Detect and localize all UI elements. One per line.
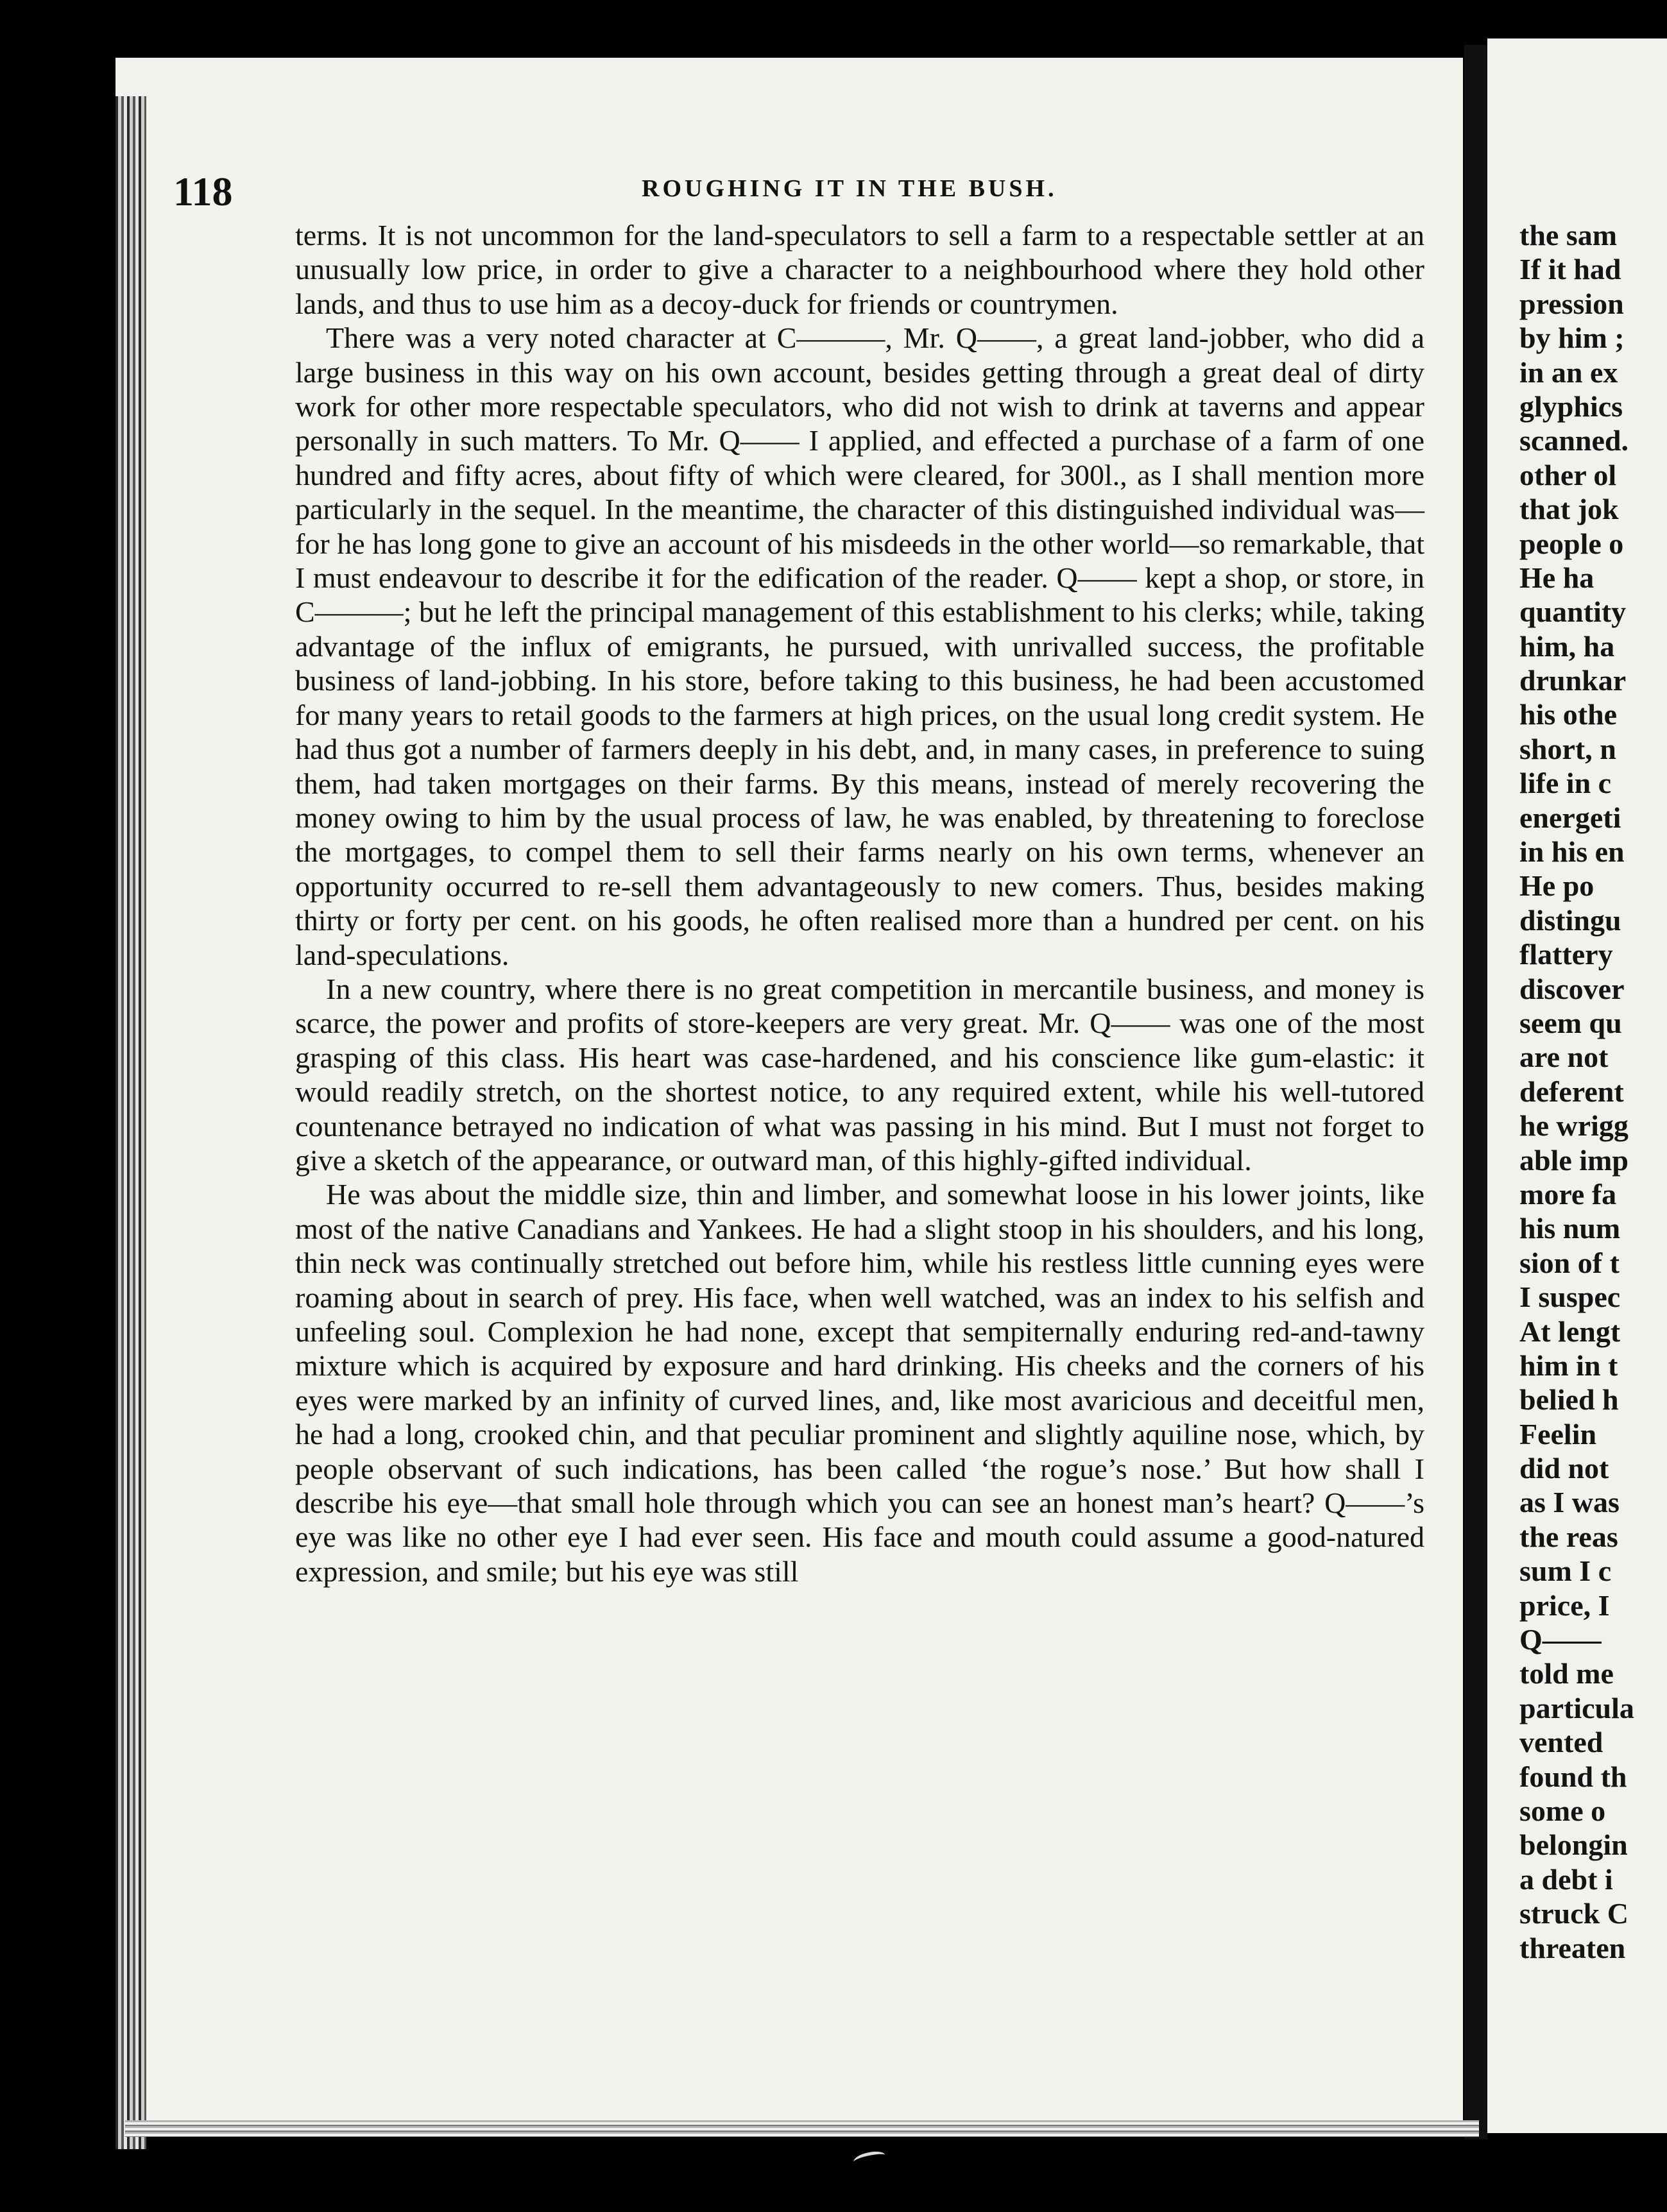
facing-page-line: that jok xyxy=(1519,493,1619,526)
facing-page-line: him, ha xyxy=(1519,629,1615,663)
facing-page-line: pression xyxy=(1519,287,1624,320)
page-number: 118 xyxy=(173,169,233,214)
facing-page-line: energeti xyxy=(1519,801,1621,834)
facing-page-line: He po xyxy=(1519,869,1594,903)
facing-page-line: vented xyxy=(1519,1726,1603,1759)
paragraph: He was about the middle size, thin and limber, and somewhat loose in his lower joints, like most of the native Canadians and Yankees. He had a slight stoop in his shoulders, and his long, thin neck was continually stretched out before him, while his restless little cunning eyes were roaming about in search of prey. His face, when well watched, was an index to his selfish and unfeeling soul. Complexion he had none, except that sempiternally enduring red-and-tawny mixture which is acquired by exposure and hard drinking. His cheeks and the corners of his eyes were marked by an infinity of curved lines, and, like most avaricious and deceitful men, he had a long, crooked chin, and that peculiar prominent and slightly aquiline nose, which, by people observant of such indications, has been called ‘the rogue’s nose.’ But how shall I describe his eye—that small hole through which you can see an honest man’s heart? Q——’s eye was like no other eye I had ever seen. His face and mouth could assume a good-natured expression, and smile; but his eye was still xyxy=(295,1178,1424,1588)
facing-page-line: the sam xyxy=(1519,219,1618,251)
facing-page-line: in his en xyxy=(1519,835,1625,869)
facing-page-line: short, n xyxy=(1519,732,1616,765)
facing-page-line: seem qu xyxy=(1519,1006,1622,1039)
facing-page-line: sum I c xyxy=(1519,1554,1612,1588)
facing-page-line: deferent xyxy=(1519,1075,1624,1108)
paragraph: In a new country, where there is no great competition in mercantile business, and money is scarce, the power and profits of store-keepers are very great. Mr. Q—— was one of the most grasping of this class. His heart was case-hardened, and his conscience like gum-elastic: it would readily stretch, on the shortest notice, to any required extent, while his well-tutored countenance betrayed no indication of what was passing in his mind. But I must not forget to give a sketch of the appearance, or outward man, of this highly-gifted individual. xyxy=(295,972,1424,1177)
facing-page-line: discover xyxy=(1519,972,1625,1005)
facing-page-line: glyphics xyxy=(1519,389,1623,423)
facing-page-line: distingu xyxy=(1519,903,1621,937)
paragraph-continuation: terms. It is not uncommon for the land-speculators to sell a farm to a respectable settler at an unusually low price, in order to give a character to a neighbourhood where they hold other lands, and thus to use him as a decoy-duck for friends or countrymen. xyxy=(295,219,1424,320)
facing-page-line: drunkar xyxy=(1519,664,1627,697)
facing-page-line: him in t xyxy=(1519,1348,1618,1382)
facing-page-line: Feelin xyxy=(1519,1417,1597,1451)
book-gutter xyxy=(1464,45,1487,2140)
facing-page-line: his othe xyxy=(1519,698,1618,731)
facing-page-line: particula xyxy=(1519,1691,1634,1724)
facing-page-line: he wrigg xyxy=(1519,1109,1629,1143)
page-edge-strip xyxy=(115,96,146,2149)
facing-page-line: flattery xyxy=(1519,938,1613,971)
facing-page-line: life in c xyxy=(1519,767,1612,800)
facing-page-line: belied h xyxy=(1519,1383,1619,1417)
facing-page-line: sion of t xyxy=(1519,1246,1620,1279)
facing-page-line: his num xyxy=(1519,1212,1621,1245)
facing-page-line: in an ex xyxy=(1519,355,1618,389)
facing-page-line: by him ; xyxy=(1519,321,1625,355)
facing-page-line: the reas xyxy=(1519,1520,1618,1553)
facing-page-line: told me xyxy=(1519,1657,1614,1690)
body-text xyxy=(295,218,1424,1588)
facing-page-line: At lengt xyxy=(1519,1314,1621,1348)
facing-page-line: struck C xyxy=(1519,1897,1629,1930)
facing-page-line: If it had xyxy=(1519,253,1621,286)
facing-page-line: price, I xyxy=(1519,1588,1610,1622)
facing-page-text xyxy=(1519,218,1667,1965)
facing-page-line: threaten xyxy=(1519,1931,1626,1964)
facing-page-line: are not xyxy=(1519,1041,1609,1074)
ink-mark xyxy=(853,2149,887,2168)
running-head: ROUGHING IT IN THE BUSH. xyxy=(642,175,1057,202)
facing-page-line: some o xyxy=(1519,1794,1606,1827)
page-bottom-edge xyxy=(125,2120,1479,2137)
facing-page-line: a debt i xyxy=(1519,1862,1613,1896)
paragraph: There was a very noted character at C———, Mr. Q——, a great land-jobber, who did a large business in this way on his own account, besides getting through a great deal of dirty work for other more respectable speculators, who did not wish to drink at taverns and appear personally in such matters. To Mr. Q—— I applied, and effected a purchase of a farm of one hundred and fifty acres, about fifty of which were cleared, for 300l., as I shall mention more particularly in the sequel. In the meantime, the character of this distinguished individual was—for he has long gone to give an account of his misdeeds in the other world—so remarkable, that I must endeavour to describe it for the edification of the reader. Q—— kept a shop, or store, in C———; but he left the principal management of this establishment to his clerks; while, taking advantage of the influx of emigrants, he pursued, with unrivalled success, the profitable business of land-jobbing. In his store, before taking to this business, he had been accustomed for many years to retail goods to the farmers at high prices, on the usual long credit system. He had thus got a number of farmers deeply in his debt, and, in many cases, in preference to suing them, had taken mortgages on their farms. By this means, instead of merely recovering the money owing to him by the usual process of law, he was enabled, by threatening to foreclose the mortgages, to compel them to sell their farms nearly on his own terms, whenever an opportunity occurred to re-sell them advantageously to new comers. Thus, besides making thirty or forty per cent. on his goods, he often realised more than a hundred per cent. on his land-speculations. xyxy=(295,321,1424,971)
facing-page-line: He ha xyxy=(1519,561,1594,594)
facing-page-line: scanned. xyxy=(1519,424,1629,457)
facing-page-line: other ol xyxy=(1519,458,1617,491)
facing-page-line: as I was xyxy=(1519,1486,1620,1519)
facing-page-line: I suspec xyxy=(1519,1280,1621,1314)
facing-page-line: able imp xyxy=(1519,1143,1629,1177)
facing-page-line: did not xyxy=(1519,1452,1609,1485)
facing-page-line: Q—— xyxy=(1519,1623,1602,1656)
facing-page-line: belongin xyxy=(1519,1828,1628,1862)
facing-page-line: more fa xyxy=(1519,1177,1617,1211)
facing-page-line: quantity xyxy=(1519,595,1627,629)
facing-page-line: found th xyxy=(1519,1760,1627,1793)
facing-page-line: people o xyxy=(1519,527,1624,560)
